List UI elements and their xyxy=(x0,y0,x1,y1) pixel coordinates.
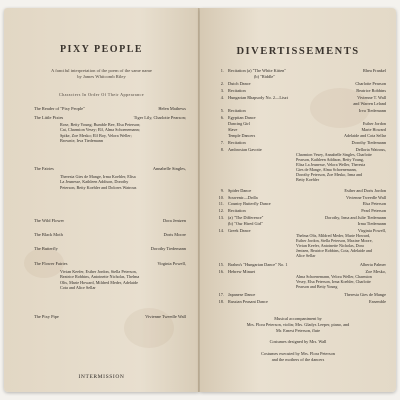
cast-line: Betty Koehler xyxy=(296,176,320,182)
characters-heading: Characters In Order Of Their Appearance xyxy=(58,92,145,97)
character-actor: Dorothy Tiedemann xyxy=(150,246,186,251)
character-actor: Vivienne Tweedle Wall xyxy=(145,314,186,319)
right-page xyxy=(200,8,396,392)
item-number: 15. xyxy=(218,262,224,267)
item-number: 17. xyxy=(218,292,224,297)
item-title: Recitation xyxy=(228,208,246,213)
item-performer: Beatrice Robbins xyxy=(356,88,386,93)
cast-line: Thelma Olts, Mildred Meder, Marie Howard, xyxy=(296,233,371,238)
item-title: Recitation (a) "The White Kitten" xyxy=(228,68,287,73)
greek-cast xyxy=(296,234,386,259)
item-title: Spider Dance xyxy=(228,188,252,193)
costume-execution-credit: and the mothers of the dancers xyxy=(271,357,325,362)
character-row xyxy=(34,261,186,266)
item-number: 3. xyxy=(220,88,224,93)
minuet-cast xyxy=(296,275,386,290)
item-number: 7. xyxy=(220,140,224,145)
item-title: Brahm's "Hungarian Dance" No. 1 xyxy=(228,262,288,267)
cast-line: La Jeunesse, Kathleen Addison, Dorothy xyxy=(60,179,129,185)
item-number: 2. xyxy=(220,81,224,86)
item-performer: Dorothy Tiedemann xyxy=(351,140,386,145)
item-number: 16. xyxy=(218,269,224,274)
item-title: Souvenir—Drdla xyxy=(228,195,258,200)
item-performer: Dellorta Watrous, xyxy=(355,147,386,152)
left-page xyxy=(4,8,199,392)
divertissements-title: DIVERTISSEMENTS xyxy=(236,46,360,57)
cast-line: Olts, Marie Howard, Mildred Meder, Adelaide xyxy=(60,279,138,285)
character-actor: Dora Jentzen xyxy=(162,218,186,223)
item-performer: Theresia Gies de Mange xyxy=(344,292,386,297)
music-credit-heading: Musical accompaniment by xyxy=(274,316,322,321)
character-actor: Helen Mathews xyxy=(158,106,186,111)
costume-design-credit: Costumes designed by Mrs. Wall xyxy=(269,339,327,344)
cast-line: Theresia Gies de Mange, Irma Koehler, Elisa xyxy=(60,174,136,179)
item-number: 6. xyxy=(220,115,224,120)
character-role: The Little Pixies xyxy=(34,115,64,120)
item-performer: Alberta Palmer xyxy=(359,262,386,267)
item-title: (a) "The Difference" xyxy=(228,215,264,220)
item-performer: Dorothy, Irma and Julie Tiedemann xyxy=(325,215,386,220)
item-number: 4. xyxy=(220,95,224,100)
character-role: The Reader of "Pixy People" xyxy=(34,106,85,111)
item-title: Japanese Dance xyxy=(228,292,256,297)
music-credit-line: Mr. Ernest Peterson, flute xyxy=(275,328,321,333)
character-role: The Wild Flower xyxy=(34,218,64,223)
item-performer: Zoe Mesko, xyxy=(365,269,386,274)
character-row xyxy=(34,232,186,237)
item-title: Ambrosian Gavotte xyxy=(228,147,262,152)
item-title: Hungarian Rhapsody No. 2—Liszt xyxy=(228,95,288,100)
sub-performer: Marie Howard xyxy=(361,127,386,132)
character-role: The Flower Fairies xyxy=(34,261,68,266)
character-row xyxy=(34,218,186,223)
item-number: 8. xyxy=(220,147,224,152)
sub-performer: Esther Jordon xyxy=(362,121,386,126)
item-performer: Rhea Frankel xyxy=(362,68,386,73)
character-actor: Doris Moore xyxy=(163,232,186,237)
cast-line: Rose, Betty Young; Bumble Bee, Elsa Peterson; xyxy=(60,122,141,127)
cast-line: Elisa La Jeunesse, Velora Weller, Theresia xyxy=(296,161,366,167)
flower-fairies-cast xyxy=(60,269,186,291)
cast-line: Alma Schoenemann, Velora Weller, Charmion xyxy=(296,274,372,279)
cast-line: Vesey, Elsa Peterson, Irma Koehler, Charlotte xyxy=(296,278,371,284)
item-number: 5. xyxy=(220,108,224,113)
cast-line: Jentzen, Beatrice Robbins, Cota, Adelaide and xyxy=(296,247,372,253)
intermission-label: INTERMISSION xyxy=(78,374,125,380)
pixy-people-title: PIXY PEOPLE xyxy=(59,44,144,55)
costume-execution-credit: Costumes executed by Mrs. Flora Peterson xyxy=(261,351,335,356)
item-title: Country Butterfly Dance xyxy=(228,201,271,206)
gavotte-cast xyxy=(296,153,386,182)
cast-line: Alice Sellar xyxy=(296,252,316,258)
item-number: 14. xyxy=(218,228,224,233)
little-pixies-cast xyxy=(60,122,186,144)
item-title: Recitation xyxy=(228,108,246,113)
cast-line: Brownie, Irva Tiedemann xyxy=(60,138,103,144)
cast-line: Vivian Keefer, Antoinette Nicholas, Dora xyxy=(296,242,364,248)
item-title: Greek Dance xyxy=(228,228,251,233)
character-role: The Fairies xyxy=(34,166,54,171)
character-actor: Tiger Lily, Charlotte Pearson; xyxy=(133,115,186,120)
program-booklet xyxy=(4,8,396,392)
character-role: The Black Moth xyxy=(34,232,63,237)
item-title: Egyptian Dance xyxy=(228,115,256,120)
cast-line: Beatrice Robbins, Antoinette Nicholas, Thelma xyxy=(60,274,140,280)
item-number: 11. xyxy=(218,201,224,206)
item-title: Dutch Dance xyxy=(228,81,251,86)
cast-line: Cota and Alice Sellar xyxy=(60,285,96,291)
cast-line: Vivian Keefer, Esther Jordon, Stella Peterson, xyxy=(60,269,137,274)
item-number: 9. xyxy=(220,188,224,193)
character-row xyxy=(34,246,186,251)
item-performer: Esther and Doris Jordon xyxy=(344,188,386,193)
item-title: (b) "Our Hired Girl" xyxy=(228,221,264,226)
cast-line: Esther Jordon, Stella Peterson, Maxine Moore, xyxy=(296,237,373,243)
cast-line: Dorothy Peterson, Zoe Mesko, Irma and xyxy=(296,171,363,177)
item-number: 13. xyxy=(218,215,224,220)
character-row xyxy=(34,166,186,171)
item-title: (b) "Riddle" xyxy=(254,74,276,79)
character-row xyxy=(34,106,186,111)
character-role: The Butterfly xyxy=(34,246,58,251)
item-performer: Vivienne Tweedle Wall xyxy=(346,195,386,200)
cast-line: Spike, Zoe Mesko; Elf Boy, Velora Weller; xyxy=(60,132,132,138)
item-performer: Ensemble xyxy=(369,299,386,304)
item-number: 12. xyxy=(218,208,224,213)
item-performer: Elsa Peterson xyxy=(362,201,386,206)
item-number: 10. xyxy=(218,195,224,200)
sub-title: Dancing Girl xyxy=(228,121,250,126)
character-row xyxy=(34,115,186,120)
item-performer: Irva Tiedemann xyxy=(358,108,386,113)
item-performer: Pearl Peterson xyxy=(361,208,386,213)
intro-line-2: by James Whitcomb Riley xyxy=(77,74,126,79)
music-credit-line: Mrs. Flora Peterson, violin; Mrs. Gladys Leeper, piano, and xyxy=(246,322,350,327)
item-performer: Irma Tiedemann xyxy=(357,221,386,226)
sub-title: Temple Dancers xyxy=(228,133,256,138)
sub-title: Slave xyxy=(228,127,238,132)
item-performer: Charlotte Pearson xyxy=(355,81,386,86)
item-title: Hebrew Minuet xyxy=(228,269,256,274)
item-title: Recitation xyxy=(228,140,246,145)
item-performer: Virginia Powell, xyxy=(357,228,386,233)
item-number: 1. xyxy=(220,68,224,73)
sub-performer: Adelaide and Cota Sellar xyxy=(344,133,386,138)
item-title: Recitation xyxy=(228,88,246,93)
item-performer: Vivienne T. Wall xyxy=(357,95,386,100)
intro-line-1: A fanciful interpretation of the poem of the same name xyxy=(51,68,152,73)
item-title: Russian Peasant Dance xyxy=(228,299,268,304)
cast-line: Charmion Vesey, Annabelle Singles, Charlotte xyxy=(296,152,372,157)
character-actor: Virginia Powell, xyxy=(157,261,186,266)
cast-line: Gies de Mange, Alma Schoenemann, xyxy=(296,166,357,172)
cast-line: Cat, Charmion Vesey; Elf, Alma Schoenemann; xyxy=(60,127,140,133)
character-actor: Annabelle Singles, xyxy=(152,166,186,171)
fairies-cast xyxy=(60,174,186,190)
cast-line: Pearson and Betty Young xyxy=(296,283,338,289)
character-role: The Pixy Pipe xyxy=(34,314,59,319)
item-performer: and Warren Leland xyxy=(353,101,386,106)
item-number: 18. xyxy=(218,299,224,304)
cast-line: Pearson, Kathleen Addison, Betty Young, xyxy=(296,156,364,162)
character-row xyxy=(34,314,186,319)
cast-line: Peterson, Betty Koehler and Dolores Watrous xyxy=(60,184,137,190)
